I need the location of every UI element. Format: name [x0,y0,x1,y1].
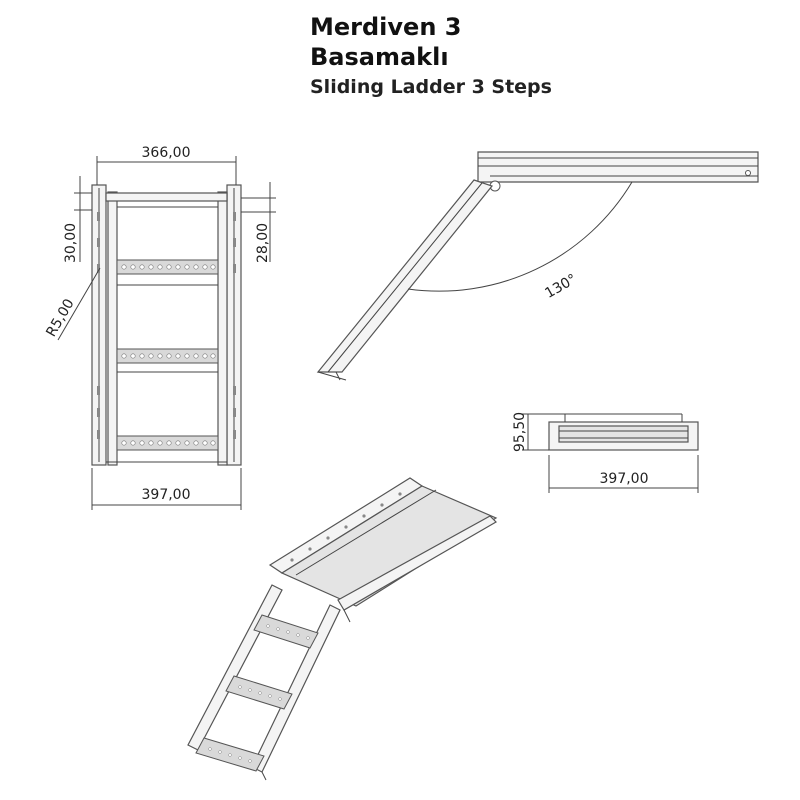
top-bar [106,193,227,201]
front-step-2 [117,349,218,372]
side-rail-hole [746,171,751,176]
side-view [318,152,758,380]
right-inner-rail [218,192,227,465]
front-step-3 [117,436,218,450]
dim-label-130: 130° [542,271,580,302]
side-ladder-leg [318,180,492,372]
iso-step-1 [254,615,318,648]
dim-label-397-front: 397,00 [141,487,191,503]
dim-label-r5: R5,00 [43,296,78,340]
dim-front-right-height [241,182,276,263]
dim-label-95-5: 95,50 [512,411,528,453]
dim-front-top-width [97,145,236,185]
left-inner-rail [108,192,117,465]
top-view-tread [559,426,688,442]
dim-label-366: 366,00 [141,145,191,161]
subtitle: Sliding Ladder 3 Steps [310,76,552,98]
dim-front-bottom-width [92,468,241,510]
side-top-rail [478,152,758,182]
top-view [512,412,698,493]
iso-left-stringer [188,585,282,750]
dim-label-30: 30,00 [63,222,79,264]
dim-label-397-top: 397,00 [599,471,649,487]
dim-label-28: 28,00 [255,222,271,264]
dim-front-left-height [63,176,92,263]
title-line-2: Basamaklı [310,43,449,71]
iso-view [188,478,496,780]
rail-slots [97,212,236,439]
front-view [43,145,276,510]
front-step-1 [117,260,218,285]
title-line-1: Merdiven 3 [310,13,462,41]
